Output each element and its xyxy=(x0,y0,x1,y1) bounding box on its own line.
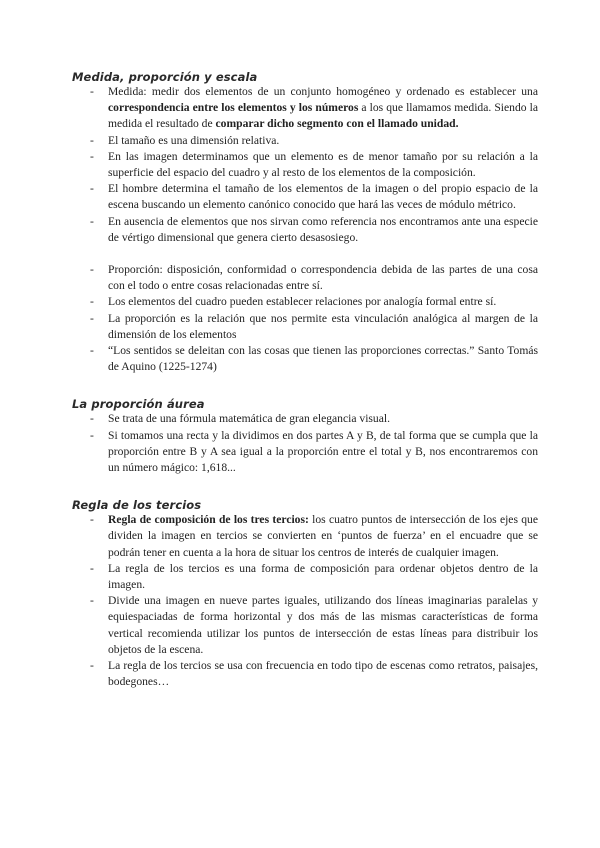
bullet-list xyxy=(72,411,538,476)
list-item: - Se trata de una fórmula matemática de gran elegancia visual. xyxy=(90,411,538,427)
bullet-list xyxy=(72,84,538,246)
list-item: - “Los sentidos se deleitan con las cosas que tienen las proporciones correctas.” Santo Tomás de Aquino (1225-1274) xyxy=(90,343,538,375)
bullet-list xyxy=(72,262,538,375)
list-item: - En ausencia de elementos que nos sirvan como referencia nos encontramos ante una especie de vértigo dimensional que genera cierto desasosiego. xyxy=(90,214,538,246)
list-item: - La regla de los tercios es una forma de composición para ordenar objetos dentro de la imagen. xyxy=(90,561,538,593)
spacer xyxy=(72,246,538,262)
list-item: - Divide una imagen en nueve partes iguales, utilizando dos líneas imaginarias paralelas y equiespaciadas de forma horizontal y dos más de las mismas características de forma vertical recomienda utilizar los puntos de intersección de estas líneas para distribuir los objetos de la escena. xyxy=(90,593,538,658)
list-item: - Los elementos del cuadro pueden establecer relaciones por analogía formal entre sí. xyxy=(90,294,538,310)
list-item: - El hombre determina el tamaño de los elementos de la imagen o del propio espacio de la escena buscando un elemento canónico conocido que hará las veces de módulo métrico. xyxy=(90,181,538,213)
section-heading: Regla de los tercios xyxy=(72,498,202,513)
list-item: - La proporción es la relación que nos permite esta vinculación analógica al margen de la dimensión de los elementos xyxy=(90,311,538,343)
bullet-list xyxy=(72,512,538,690)
list-item: - Medida: medir dos elementos de un conjunto homogéneo y ordenado es establecer una correspondencia entre los elementos y los números a los que llamamos medida. Siendo la medida el resultado de comparar dicho segmento con el llamado unidad. xyxy=(90,84,538,133)
list-item: - En las imagen determinamos que un elemento es de menor tamaño por su relación a la superficie del espacio del cuadro y al resto de los elementos de la composición. xyxy=(90,149,538,181)
list-item: - El tamaño es una dimensión relativa. xyxy=(90,133,538,149)
list-item: - Regla de composición de los tres tercios: los cuatro puntos de intersección de los ejes que dividen la imagen en tercios se convierten en ‘puntos de fuerza’ en el encuadre que se podrán tener en cuenta a la hora de situar los centros de interés de cualquier imagen. xyxy=(90,512,538,561)
section-heading: Medida, proporción y escala xyxy=(72,70,258,84)
section-heading: La proporción áurea xyxy=(72,397,205,412)
list-item: - Si tomamos una recta y la dividimos en dos partes A y B, de tal forma que se cumpla que la proporción entre B y A sea igual a la proporción entre el total y B, nos encontraremos con un número mágico: 1,618... xyxy=(90,428,538,477)
list-item: - La regla de los tercios se usa con frecuencia en todo tipo de escenas como retratos, paisajes, bodegones… xyxy=(90,658,538,690)
list-item: - Proporción: disposición, conformidad o correspondencia debida de las partes de una cosa con el todo o entre cosas relacionadas entre sí. xyxy=(90,262,538,294)
